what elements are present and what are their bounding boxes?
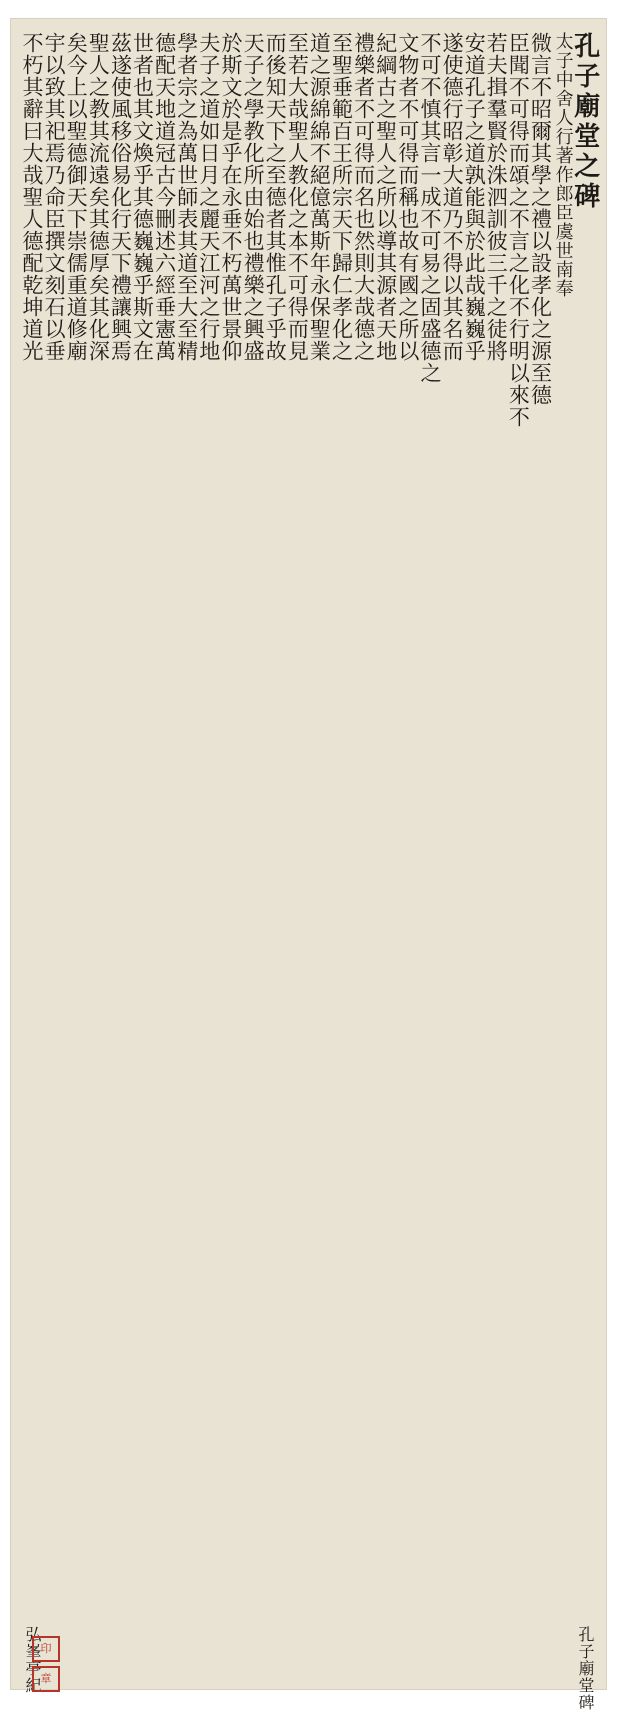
text-column: 不朽其辭曰大哉聖人德配乾坤道光	[20, 32, 44, 362]
text-column: 臣聞不可得而頌之不言之化不行明以來不	[506, 32, 531, 428]
text-column: 紀綱古之聖人之所以導其源者天地	[373, 32, 398, 362]
text-column: 夫子之道如日月之麗天江河之行地	[196, 32, 221, 362]
text-column: 道之源綿綿不絕億萬斯年永保聖業	[307, 32, 332, 362]
text-column: 遂使德行昭彰大道乃不得以其名而	[440, 32, 465, 362]
text-column: 聖人之教其流遠矣其德厚矣其化深	[86, 32, 111, 362]
author-line: 太子中舍人行著作郎臣虞世南奉	[552, 32, 574, 298]
closing-area	[22, 1626, 595, 1711]
stele-rubbing	[10, 18, 607, 1711]
text-column: 安道孔子之道孰能與於此哉巍巍乎	[462, 32, 487, 362]
text-column: 茲遂使風移俗易化行天下禮讓興焉	[108, 32, 133, 362]
stele-title: 孔子廟堂之碑	[569, 32, 600, 212]
closing-column: 弘峯亭紀	[23, 1626, 42, 1694]
text-column: 德配天地道冠古今刪述六經垂憲萬	[152, 32, 177, 362]
text-column: 而後知天下之至德者其惟孔子乎故	[263, 32, 288, 362]
seal-stamp: 章	[32, 1666, 60, 1692]
text-column: 世者也其文煥乎其德巍巍乎斯文在	[130, 32, 155, 362]
text-column: 宇以致其祀焉乃命臣撰文刻石以垂	[42, 32, 67, 362]
text-column: 至聖垂範百王所宗天下歸仁孝化之	[329, 32, 354, 362]
seal-stamps	[32, 1636, 60, 1688]
text-column: 微言不昭爾其學之禮以設孝化之源至德	[528, 32, 553, 406]
seal-stamp: 印	[32, 1636, 60, 1662]
text-column: 若夫揖羣賢於洙泗訓彼三千之徒將	[484, 32, 509, 362]
text-column: 天子之學教化所由始也禮樂之興盛	[241, 32, 266, 362]
text-column: 於斯文於是乎在永垂不朽萬世景仰	[218, 32, 243, 362]
closing-column: 孔子廟堂碑	[576, 1626, 595, 1711]
text-column: 至若大哉聖人教化之本不可得而見	[285, 32, 310, 362]
text-column: 矣今上以聖德御天下崇儒重道修廟	[64, 32, 89, 362]
text-column: 學者宗之為萬世師表其道至大至精	[174, 32, 199, 362]
calligraphy-text-area	[20, 32, 600, 1617]
text-column: 不可不慎其言一成不可易之固盛德之	[417, 32, 442, 384]
text-column: 禮樂者不可得而名也然則大哉德之	[351, 32, 376, 362]
text-column: 文物者不可得而稱也故有國之所以	[395, 32, 420, 362]
